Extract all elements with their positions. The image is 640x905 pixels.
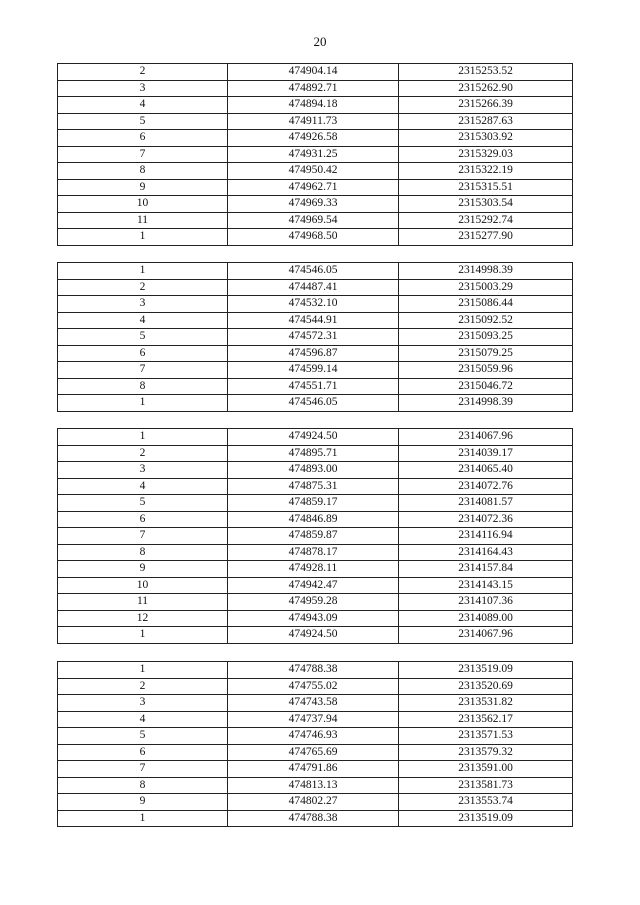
x-coordinate-cell: 474532.10 (228, 296, 399, 313)
y-coordinate-cell: 2314081.57 (399, 495, 573, 512)
x-coordinate-cell: 474859.87 (228, 528, 399, 545)
coordinate-table-3 (57, 428, 573, 644)
y-coordinate-cell: 2315315.51 (399, 179, 573, 196)
y-coordinate-cell: 2314039.17 (399, 445, 573, 462)
x-coordinate-cell: 474962.71 (228, 179, 399, 196)
y-coordinate-cell: 2314143.15 (399, 577, 573, 594)
table-row (58, 146, 573, 163)
y-coordinate-cell: 2315329.03 (399, 146, 573, 163)
point-number-cell: 1 (58, 810, 228, 827)
x-coordinate-cell: 474737.94 (228, 711, 399, 728)
x-coordinate-cell: 474942.47 (228, 577, 399, 594)
y-coordinate-cell: 2314998.39 (399, 395, 573, 412)
point-number-cell: 6 (58, 511, 228, 528)
y-coordinate-cell: 2314107.36 (399, 594, 573, 611)
point-number-cell: 3 (58, 462, 228, 479)
table-row (58, 113, 573, 130)
x-coordinate-cell: 474596.87 (228, 345, 399, 362)
table-row (58, 544, 573, 561)
table-row (58, 610, 573, 627)
table-row (58, 97, 573, 114)
x-coordinate-cell: 474878.17 (228, 544, 399, 561)
point-number-cell: 5 (58, 495, 228, 512)
x-coordinate-cell: 474894.18 (228, 97, 399, 114)
y-coordinate-cell: 2313579.32 (399, 744, 573, 761)
y-coordinate-cell: 2315093.25 (399, 329, 573, 346)
point-number-cell: 9 (58, 561, 228, 578)
point-number-cell: 1 (58, 429, 228, 446)
x-coordinate-cell: 474911.73 (228, 113, 399, 130)
x-coordinate-cell: 474950.42 (228, 163, 399, 180)
y-coordinate-cell: 2313591.00 (399, 761, 573, 778)
y-coordinate-cell: 2313562.17 (399, 711, 573, 728)
table-row (58, 777, 573, 794)
point-number-cell: 2 (58, 279, 228, 296)
y-coordinate-cell: 2313581.73 (399, 777, 573, 794)
point-number-cell: 5 (58, 329, 228, 346)
coordinate-table-4 (57, 661, 573, 827)
table-row (58, 728, 573, 745)
x-coordinate-cell: 474546.05 (228, 263, 399, 280)
point-number-cell: 4 (58, 711, 228, 728)
table-row (58, 196, 573, 213)
table-row (58, 229, 573, 246)
point-number-cell: 8 (58, 163, 228, 180)
table-row (58, 64, 573, 81)
point-number-cell: 9 (58, 794, 228, 811)
y-coordinate-cell: 2313553.74 (399, 794, 573, 811)
x-coordinate-cell: 474968.50 (228, 229, 399, 246)
table-row (58, 312, 573, 329)
y-coordinate-cell: 2315266.39 (399, 97, 573, 114)
point-number-cell: 10 (58, 577, 228, 594)
y-coordinate-cell: 2315253.52 (399, 64, 573, 81)
table-row (58, 329, 573, 346)
y-coordinate-cell: 2315303.92 (399, 130, 573, 147)
y-coordinate-cell: 2314998.39 (399, 263, 573, 280)
table-row (58, 478, 573, 495)
x-coordinate-cell: 474893.00 (228, 462, 399, 479)
point-number-cell: 8 (58, 378, 228, 395)
table-row (58, 445, 573, 462)
point-number-cell: 3 (58, 80, 228, 97)
table-row (58, 511, 573, 528)
point-number-cell: 6 (58, 130, 228, 147)
y-coordinate-cell: 2313531.82 (399, 695, 573, 712)
x-coordinate-cell: 474788.38 (228, 662, 399, 679)
table-row (58, 678, 573, 695)
y-coordinate-cell: 2314164.43 (399, 544, 573, 561)
point-number-cell: 7 (58, 362, 228, 379)
y-coordinate-cell: 2315059.96 (399, 362, 573, 379)
y-coordinate-cell: 2314065.40 (399, 462, 573, 479)
point-number-cell: 5 (58, 728, 228, 745)
x-coordinate-cell: 474599.14 (228, 362, 399, 379)
y-coordinate-cell: 2313519.09 (399, 810, 573, 827)
table-row (58, 212, 573, 229)
x-coordinate-cell: 474788.38 (228, 810, 399, 827)
x-coordinate-cell: 474755.02 (228, 678, 399, 695)
x-coordinate-cell: 474746.93 (228, 728, 399, 745)
x-coordinate-cell: 474895.71 (228, 445, 399, 462)
table-row (58, 279, 573, 296)
table-row (58, 561, 573, 578)
table-row (58, 744, 573, 761)
table-row (58, 528, 573, 545)
point-number-cell: 1 (58, 395, 228, 412)
y-coordinate-cell: 2313571.53 (399, 728, 573, 745)
point-number-cell: 2 (58, 678, 228, 695)
point-number-cell: 6 (58, 744, 228, 761)
point-number-cell: 5 (58, 113, 228, 130)
point-number-cell: 1 (58, 263, 228, 280)
y-coordinate-cell: 2315262.90 (399, 80, 573, 97)
y-coordinate-cell: 2315086.44 (399, 296, 573, 313)
table-row (58, 345, 573, 362)
table-row (58, 179, 573, 196)
point-number-cell: 3 (58, 695, 228, 712)
x-coordinate-cell: 474875.31 (228, 478, 399, 495)
x-coordinate-cell: 474572.31 (228, 329, 399, 346)
x-coordinate-cell: 474931.25 (228, 146, 399, 163)
y-coordinate-cell: 2315287.63 (399, 113, 573, 130)
x-coordinate-cell: 474943.09 (228, 610, 399, 627)
x-coordinate-cell: 474487.41 (228, 279, 399, 296)
table-row (58, 577, 573, 594)
point-number-cell: 3 (58, 296, 228, 313)
point-number-cell: 12 (58, 610, 228, 627)
y-coordinate-cell: 2315092.52 (399, 312, 573, 329)
y-coordinate-cell: 2315292.74 (399, 212, 573, 229)
y-coordinate-cell: 2315046.72 (399, 378, 573, 395)
x-coordinate-cell: 474969.54 (228, 212, 399, 229)
x-coordinate-cell: 474959.28 (228, 594, 399, 611)
point-number-cell: 4 (58, 97, 228, 114)
y-coordinate-cell: 2315079.25 (399, 345, 573, 362)
x-coordinate-cell: 474924.50 (228, 429, 399, 446)
x-coordinate-cell: 474743.58 (228, 695, 399, 712)
y-coordinate-cell: 2315303.54 (399, 196, 573, 213)
y-coordinate-cell: 2313519.09 (399, 662, 573, 679)
x-coordinate-cell: 474791.86 (228, 761, 399, 778)
point-number-cell: 8 (58, 544, 228, 561)
point-number-cell: 1 (58, 229, 228, 246)
point-number-cell: 8 (58, 777, 228, 794)
table-row (58, 163, 573, 180)
x-coordinate-cell: 474928.11 (228, 561, 399, 578)
table-row (58, 462, 573, 479)
table-row (58, 495, 573, 512)
y-coordinate-cell: 2314067.96 (399, 429, 573, 446)
point-number-cell: 11 (58, 594, 228, 611)
x-coordinate-cell: 474926.58 (228, 130, 399, 147)
x-coordinate-cell: 474802.27 (228, 794, 399, 811)
y-coordinate-cell: 2314157.84 (399, 561, 573, 578)
y-coordinate-cell: 2314116.94 (399, 528, 573, 545)
point-number-cell: 10 (58, 196, 228, 213)
y-coordinate-cell: 2313520.69 (399, 678, 573, 695)
y-coordinate-cell: 2315277.90 (399, 229, 573, 246)
point-number-cell: 7 (58, 528, 228, 545)
y-coordinate-cell: 2315003.29 (399, 279, 573, 296)
table-row (58, 695, 573, 712)
point-number-cell: 7 (58, 761, 228, 778)
point-number-cell: 4 (58, 478, 228, 495)
x-coordinate-cell: 474551.71 (228, 378, 399, 395)
table-row (58, 378, 573, 395)
point-number-cell: 11 (58, 212, 228, 229)
table-row (58, 80, 573, 97)
table-row (58, 263, 573, 280)
x-coordinate-cell: 474859.17 (228, 495, 399, 512)
table-row (58, 711, 573, 728)
point-number-cell: 1 (58, 662, 228, 679)
point-number-cell: 1 (58, 627, 228, 644)
table-row (58, 794, 573, 811)
x-coordinate-cell: 474544.91 (228, 312, 399, 329)
y-coordinate-cell: 2314072.76 (399, 478, 573, 495)
y-coordinate-cell: 2314089.00 (399, 610, 573, 627)
x-coordinate-cell: 474969.33 (228, 196, 399, 213)
x-coordinate-cell: 474924.50 (228, 627, 399, 644)
table-row (58, 395, 573, 412)
y-coordinate-cell: 2314072.36 (399, 511, 573, 528)
coordinate-table-2 (57, 262, 573, 412)
y-coordinate-cell: 2315322.19 (399, 163, 573, 180)
x-coordinate-cell: 474904.14 (228, 64, 399, 81)
point-number-cell: 2 (58, 445, 228, 462)
x-coordinate-cell: 474765.69 (228, 744, 399, 761)
point-number-cell: 6 (58, 345, 228, 362)
table-row (58, 429, 573, 446)
x-coordinate-cell: 474813.13 (228, 777, 399, 794)
table-row (58, 662, 573, 679)
table-row (58, 810, 573, 827)
coordinate-table-1 (57, 63, 573, 246)
table-row (58, 362, 573, 379)
point-number-cell: 7 (58, 146, 228, 163)
table-row (58, 130, 573, 147)
page-number: 20 (313, 34, 327, 49)
point-number-cell: 9 (58, 179, 228, 196)
table-row (58, 627, 573, 644)
x-coordinate-cell: 474846.89 (228, 511, 399, 528)
point-number-cell: 2 (58, 64, 228, 81)
x-coordinate-cell: 474546.05 (228, 395, 399, 412)
point-number-cell: 4 (58, 312, 228, 329)
table-row (58, 296, 573, 313)
table-row (58, 594, 573, 611)
y-coordinate-cell: 2314067.96 (399, 627, 573, 644)
x-coordinate-cell: 474892.71 (228, 80, 399, 97)
table-row (58, 761, 573, 778)
